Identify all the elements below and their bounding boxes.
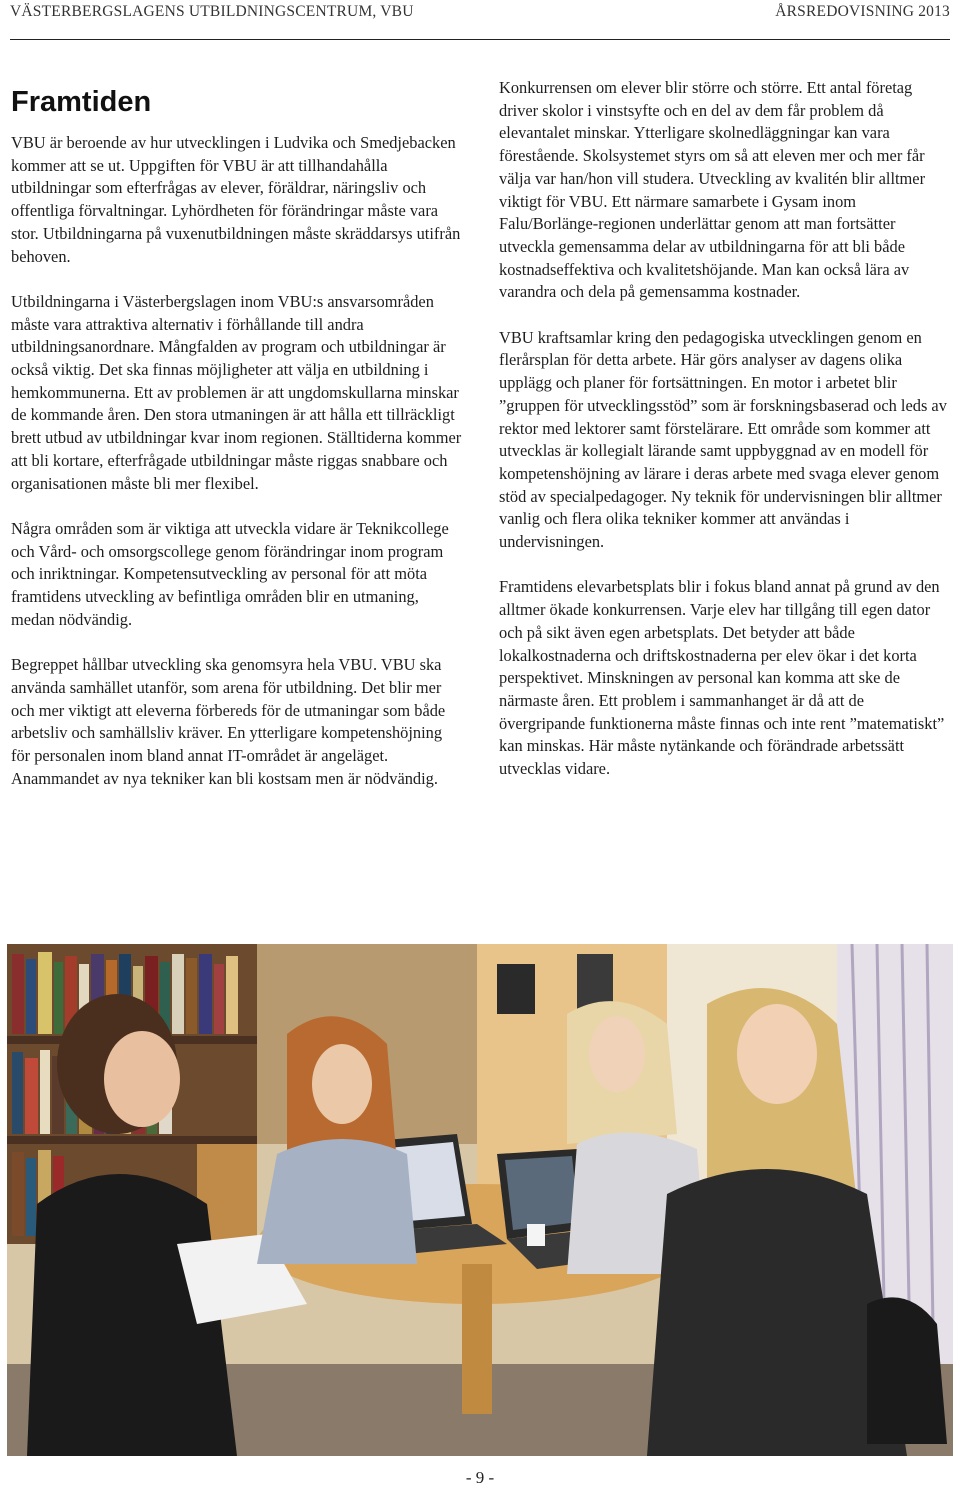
paragraph: Utbildningarna i Västerbergslagen inom VBU:s ansvarsområden måste vara attraktiva alternativ i förhållande till andra utbildningsanordnare. Mångfalden av program och utbildningar är också viktig. Det ska finnas möjligheter att välja en utbildning i hemkommunerna. Ett av problemen är att ungdomskullarna minskar de kommande åren. Den stora utmaningen är att hålla ett tillräckligt brett utbud av utbildningar kvar inom regionen. Ställtiderna kommer att bli kortare, efterfrågade utbildningar måste riggas snabbare och organisationen måste bli mer flexibel. [11, 291, 462, 493]
paragraph: Begreppet hållbar utveckling ska genomsyra hela VBU. VBU ska använda samhället utanför, som arena för utbildning. Det blir mer och mer viktigt att eleverna förbereds för de utmaningar som både arbetsliv och samhällsliv kräver. En ytterligare kompetenshöjning för personalen inom bland annat IT-området är angeläget. Anammandet av nya tekniker kan bli kostsam men är nödvändig. [11, 655, 446, 788]
paragraph: Konkurrensen om elever blir större och större. Ett antal företag driver skolor i vinstsyfte och en del av dem får problem då elevantalet minskar. Ytterligare skolnedläggningar kan vara förestående. Skolsystemet styrs om så att eleven mer och mer får välja var han/hon vill studera. Utveckling av kvalitén blir alltmer viktigt för VBU. Ett närmare samarbete i Gysam inom Falu/Borlänge-regionen underlättar genom att man fortsätter utveckla gemensamma delar av utbildningarna för att bli både kostnadseffektiva och kvalitetshöjande. Man kan också lära av varandra och dela på gemensamma kostnader. [499, 78, 926, 302]
paragraph: Några områden som är viktiga att utveckla vidare är Teknikcollege och Vård- och omsorgscollege genom förändringar inom program och inriktningar. Kompetensutveckling av personal för att möta framtidens utveckling av befintliga områden blir en utmaning, medan nödvändig. [11, 518, 449, 629]
paragraph: VBU kraftsamlar kring den pedagogiska utvecklingen genom en flerårsplan för detta arbete. Här görs analyser av dagens olika upplägg och planer för fortsättningen. En motor i arbetet blir ”gruppen för utvecklingsstöd” som är forskningsbaserad och leds av rektor med lektorer samt förstelärare. Ett område som kommer att utvecklas är kollegialt lärande samt uppbyggnad av en modell för kompetenshöjning av lärare i deras arbete med svaga elever genom stöd av specialpedagoger. Ny teknik för undervisningen blir alltmer vanlig och flera olika tekniker kommer att användas i undervisningen. [499, 327, 947, 552]
page-header [10, 0, 950, 40]
header-report-title: ÅRSREDOVISNING 2013 [775, 3, 950, 20]
header-organization: VÄSTERBERGSLAGENS UTBILDNINGSCENTRUM, VBU [10, 3, 414, 20]
left-text-column [11, 132, 463, 813]
paragraph: Framtidens elevarbetsplats blir i fokus bland annat på grund av den alltmer ökade konkurrensen. Varje elev har tillgång till egen dator och på sikt även egen arbetsplats. Det betyder att både lokalkostnaderna och driftskostnaderna per elev ökar i det korta perspektivet. Minskningen av personal kan komma att ske de närmaste åren. Ett problem i sammanhanget är då att de övergripande funktionerna måste finnas och inte rent ”matematiskt” kan minskas. Här måste nytänkande och förändrade arbetssätt utvecklas vidare. [499, 577, 945, 779]
students-photo [7, 944, 953, 1456]
paragraph: VBU är beroende av hur utvecklingen i Ludvika och Smedjebacken kommer att se ut. Uppgiften för VBU är att tillhandahålla utbildningar som efterfrågas av elever, föräldrar, näringsliv och offentliga förvaltningar. Lyhördheten för förändringar måste vara stor. Utbildningarna på vuxenutbildningen måste skräddarsys utifrån behoven. [11, 133, 461, 266]
students-photo-illustration [7, 944, 953, 1456]
section-title: Framtiden [11, 86, 152, 118]
right-text-column [499, 77, 951, 803]
page-number: - 9 - [465, 1468, 495, 1487]
